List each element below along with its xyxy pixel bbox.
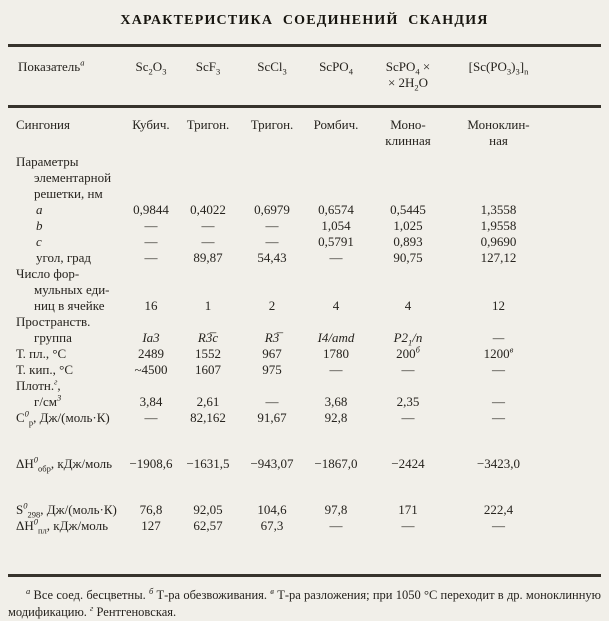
table-cell: 12 [492,298,505,313]
table-cell: 171 [398,502,418,517]
table-cell: 3,84 [139,394,163,409]
table-row [8,314,601,346]
table-cell [176,149,240,202]
table-cell: 4 [404,298,412,313]
table-cell: Кубич. [132,117,170,132]
table-cell: 76,8 [139,502,163,517]
table-cell: 91,67 [257,410,287,425]
table-cell: 2,61 [196,394,220,409]
table-cell: 54,43 [257,250,287,265]
table-cell: 1607 [195,362,221,377]
table-cell: 3,68 [324,394,348,409]
table-cell: ~4500 [134,362,168,377]
table-cell: 16 [144,298,158,313]
table-cell: — [492,410,505,425]
table-cell: 0,6979 [254,202,290,217]
table-row [8,518,601,576]
table-cell: −3423,0 [476,456,521,471]
table-cell: 0,9844 [133,202,169,217]
row-label: Т. кип., °С [16,362,73,377]
column-header: ScPO$_4$ × × $2H_2O$ [385,59,431,93]
table-cell: 104,6 [257,502,287,517]
table-cell: 0,9690 [480,234,517,249]
row-label: a [36,202,43,217]
table-cell: 1,3558 [480,202,517,217]
table-cell: — [144,250,158,265]
column-header: $[Sc(PO_3)_3]_n$ [468,59,529,77]
table-cell: 92,8 [324,410,348,425]
table-cell [368,149,448,202]
table-cell: 1,025 [393,218,423,233]
table-cell: 222,4 [483,502,514,517]
table-cell: 62,57 [193,518,223,533]
table-cell: Ромбич. [313,117,359,132]
table-cell: $1200^в$ [483,344,514,361]
table-cell: 975 [262,362,282,377]
row-label: Пространств. группа [16,314,91,345]
table-cell: $200^б$ [396,344,420,361]
table-cell: $P2_1/n$ [393,330,423,348]
table-cell [240,149,304,202]
table-cell: — [265,234,279,249]
table-cell: Ia3 [142,330,160,345]
table-cell: — [201,218,215,233]
table-cell: 0,4022 [190,202,226,217]
table-cell: −1908,6 [129,456,173,471]
table-cell: 0,6574 [318,202,354,217]
table-cell: 2 [268,298,276,313]
table-cell [304,149,368,202]
table-cell: I4/amd [317,330,355,345]
table-cell: — [401,362,415,377]
table-cell: −1631,5 [186,456,230,471]
footnotes: $^а$ Все соед. бесцветны. $^б$ Т-ра обезвоживания. $^в$ Т-ра разложения; при 1050 °С переходит в др. моноклинную модификацию. $^г$ Рентгеновская. [8,585,601,619]
table-row [8,266,601,314]
row-label: $S^0_{298}$, Дж/(моль·К) [16,500,117,520]
table-cell: — [144,410,158,425]
compounds-table [8,44,601,577]
row-label: $C^0_p$, Дж/(моль·К) [16,408,110,428]
column-header: ScF$_3$ [195,59,221,77]
row-label: Сингония [16,117,70,132]
table-cell: R3̅c [197,330,219,345]
table-cell: 2,35 [396,394,420,409]
table-cell: −2424 [391,456,425,471]
table-cell: 1 [204,298,212,313]
table-cell: 82,162 [190,410,226,425]
table-row [8,202,601,218]
table-cell: — [144,218,158,233]
column-header: Показатель$^а$ [18,57,85,74]
row-label: Плотн.$^г$, $г/см^3$ [16,376,62,409]
header-row [8,46,601,107]
table-row [8,250,601,266]
table-cell: 4 [332,298,340,313]
table-cell: — [492,362,505,377]
table-row [8,426,601,472]
table-cell: −943,07 [250,456,294,471]
table-cell: — [265,218,279,233]
table-cell: Моно- клинная [385,117,431,148]
table-row [8,149,601,202]
table-cell: 97,8 [324,502,348,517]
table-cell: — [492,518,505,533]
column-header: ScPO$_4$ [319,59,353,77]
row-label: Число фор- мульных еди- ниц в ячейке [16,266,110,313]
table-cell: — [329,250,343,265]
row-label: Т. пл., °С [16,346,67,361]
table-cell: 67,3 [260,518,284,533]
table-cell: — [329,518,343,533]
table-cell: −1867,0 [314,456,358,471]
table-cell [448,149,601,202]
row-label: c [36,234,42,249]
table-cell [126,149,176,202]
table-cell: 0,5791 [318,234,354,249]
table-cell: 1552 [195,346,221,361]
table-cell: 90,75 [393,250,423,265]
row-label: $\Delta H^0_{обр}$, кДж/моль [16,454,113,474]
table-cell: — [144,234,158,249]
table-cell: 967 [262,346,282,361]
row-label: угол, град [36,250,92,265]
table-row [8,218,601,234]
table-row [8,410,601,426]
table-cell: Моноклин- ная [467,117,530,148]
table-row [8,234,601,250]
page-title: ХАРАКТЕРИСТИКА СОЕДИНЕНИЙ СКАНДИЯ [120,13,489,28]
table-cell: 1,054 [321,218,351,233]
table-cell: 127,12 [480,250,517,265]
table-cell: — [492,330,505,345]
table-cell: 2489 [138,346,164,361]
table-row [8,472,601,518]
row-label: Параметры элементарной решетки, нм [16,154,112,201]
table-row [8,378,601,410]
table-cell: 89,87 [193,250,223,265]
table-cell: 1780 [323,346,349,361]
table-cell: — [329,362,343,377]
table-cell: — [201,234,215,249]
table-cell: — [492,394,505,409]
table-cell: Тригон. [250,117,294,132]
table-body [8,107,601,576]
table-cell: Тригон. [186,117,230,132]
table-cell: 0,5445 [390,202,426,217]
table-cell: 0,893 [393,234,423,249]
table-row [8,107,601,150]
table-cell: R3̅ [264,330,280,345]
row-label: $\Delta H^0_{пл}$, кДж/моль [16,516,109,536]
column-header: $Sc_2O_3$ [135,59,167,77]
column-header: ScCl$_3$ [257,59,287,77]
table-row [8,362,601,378]
table-cell: 1,9558 [480,218,517,233]
table-cell: — [265,394,279,409]
table-row [8,346,601,362]
table-cell: 127 [141,518,161,533]
table-cell: — [401,518,415,533]
table-cell: 92,05 [193,502,223,517]
row-label: b [36,218,43,233]
table-cell: — [401,410,415,425]
